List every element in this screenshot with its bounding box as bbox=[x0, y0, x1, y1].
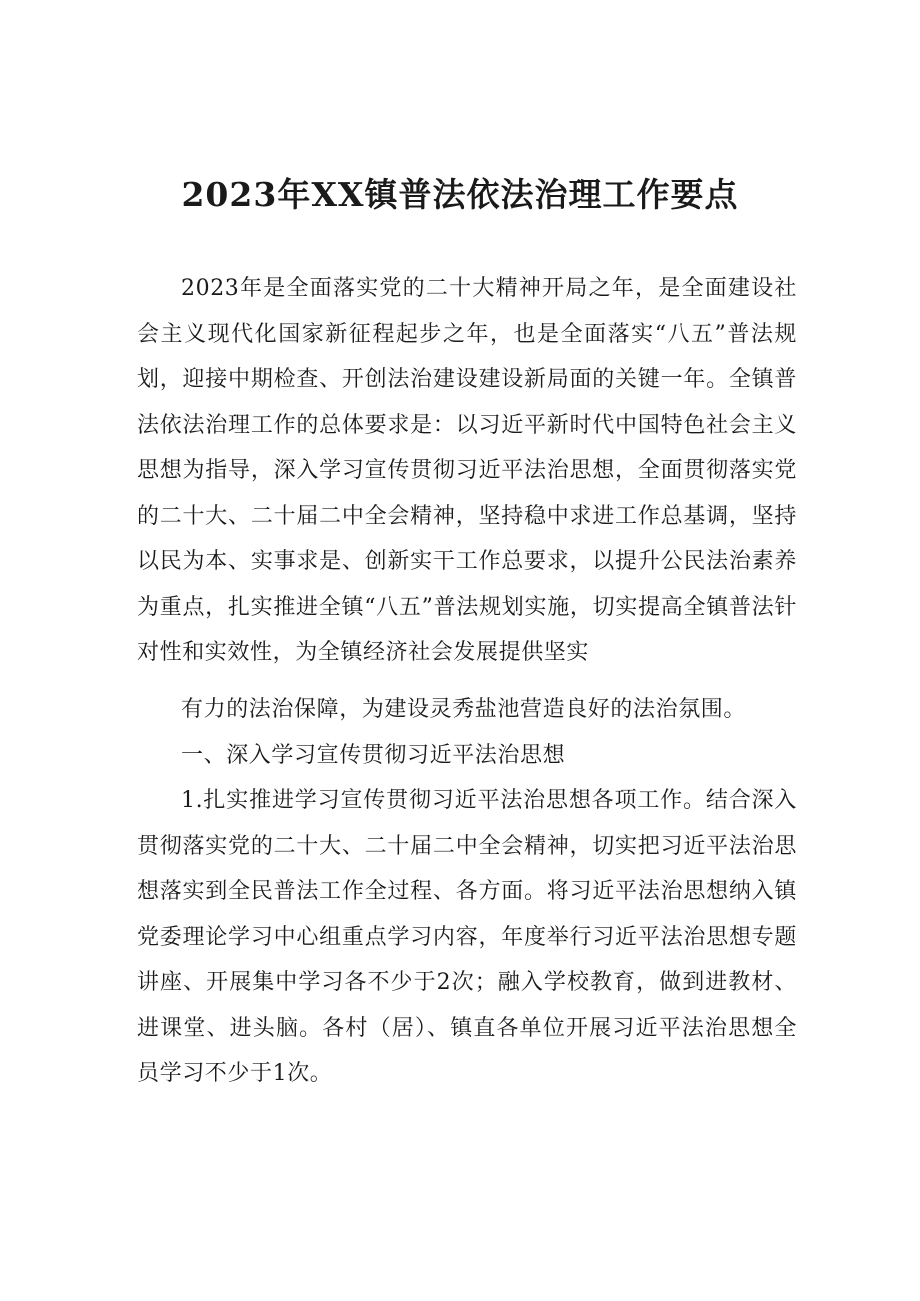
document-title: 2023年XX镇普法依法治理工作要点 bbox=[181, 175, 739, 214]
paragraph-item-one: 1.扎实推进学习宣传贯彻习近平法治思想各项工作。结合深入贯彻落实党的二十大、二十届二中全会精神，切实把习近平法治思想落实到全民普法工作全过程、各方面。将习近平法治思想纳入镇党委理论学习中心组重点学习内容，年度举行习近平法治思想专题讲座、开展集中学习各不少于2次；融入学校教育，做到进教材、进课堂、进头脑。各村（居）、镇直各单位开展习近平法治思想全员学习不少于1次。 bbox=[137, 788, 797, 1086]
section-heading-one: 一、深入学习宣传贯彻习近平法治思想 bbox=[181, 743, 566, 768]
paragraph-intro: 2023年是全面落实党的二十大精神开局之年，是全面建设社会主义现代化国家新征程起步之年，也是全面落实“八五”普法规划，迎接中期检查、开创法治建设建设新局面的关键一年。全镇普法依法治理工作的总体要求是：以习近平新时代中国特色社会主义思想为指导，深入学习宣传贯彻习近平法治思想，全面贯彻落实党的二十大、二十届二中全会精神，坚持稳中求进工作总基调，坚持以民为本、实事求是、创新实干工作总要求，以提升公民法治素养为重点，扎实推进全镇“八五”普法规划实施，切实提高全镇普法针对性和实效性，为全镇经济社会发展提供坚实 bbox=[137, 276, 797, 665]
paragraph-intro-continued: 有力的法治保障，为建设灵秀盐池营造良好的法治氛围。 bbox=[181, 697, 747, 722]
